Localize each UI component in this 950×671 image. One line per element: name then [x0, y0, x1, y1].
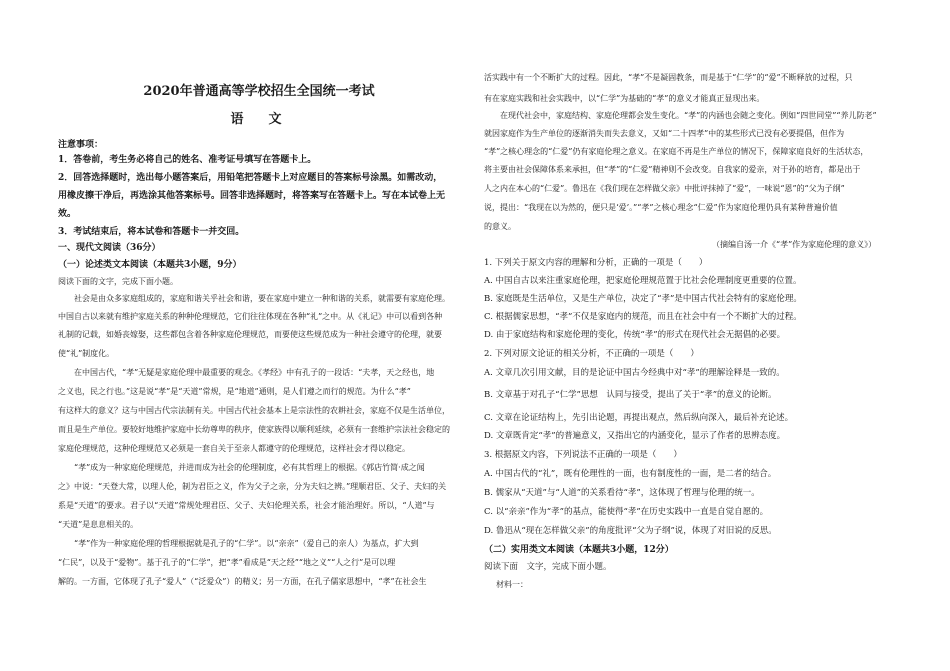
- left-passage-line: 系是“天道”的要求。君子以“天道”常规处理君臣、父子、夫妇伦理关系，社会才能治理好。所以，“人道”与: [58, 501, 435, 510]
- left-passage-line: 在中国古代，“孝”无疑是家庭伦理中最重要的观念。《孝经》中有孔子的一段话：“夫孝，天之经也，地: [58, 368, 435, 377]
- right-passage-line: 的意义。: [484, 222, 516, 231]
- notice-item: 效。: [58, 209, 77, 219]
- subsection2-title: （二）实用类文本阅读（本题共3小题，12分）: [484, 545, 674, 555]
- left-passage-line: 家庭伦理规范，这种伦理规范又必须是一套自关于至亲人都遵守的伦理规范，这样社会才得以稳定。: [58, 444, 410, 453]
- left-passage-line: 而且是生产单位。要较好地维护家庭中长幼尊卑的秩序，使家族得以顺利延续，必须有一套维护宗法社会稳定的: [58, 425, 450, 434]
- left-passage-line: “仁民”，以及于“爱物”。基于孔子的“仁学”，把“孝”看成是“天之经”“地之义”“人之行”是可以理: [58, 558, 396, 567]
- left-passage-line: 有这样大的意义？这与中国古代宗法制有关。中国古代社会基本上是宗法性的农耕社会，家庭不仅是生活单位，: [58, 406, 450, 415]
- question-option: C. 文章在论证结构上，先引出论题，再提出观点，然后纵向深入，最后补充论述。: [484, 413, 794, 423]
- question-option: B. 文章基于对孔子“仁学”思想 认同与接受，提出了关于“孝”的意义的论断。: [484, 390, 777, 400]
- question-option: A. 中国古代的“礼”，既有伦理性的一面，也有制度性的一面，是二者的结合。: [484, 469, 777, 479]
- question-option: C. 根据儒家思想，“孝”不仅是家庭内的规范，而且在社会中有一个不断扩大的过程。: [484, 312, 802, 322]
- material-label: 材料一：: [496, 580, 528, 589]
- question-option: B. 儒家从“天道”与“人道”的关系看待“孝”，这体现了哲理与伦理的统一。: [484, 488, 760, 498]
- right-passage-line: “孝”之核心理念的“仁爱”仍有家庭伦理之意义。在家庭不再是生产单位的情况下，保障家庭良好的生活状态，: [484, 147, 869, 156]
- right-passage-line: 人之内在本心的“仁爱”。鲁迅在《我们现在怎样做父亲》中批评抹掉了“爱”，一味说“恩”的“父为子纲”: [484, 184, 845, 193]
- source-note: （摘编自汤一介《“孝”作为家庭伦理的意义》）: [712, 240, 877, 249]
- question-option: B. 家庭既是生活单位，又是生产单位，决定了“孝”是中国古代社会特有的家庭伦理。: [484, 294, 802, 304]
- question-option: A. 中国自古以来注重家庭伦理，把家庭伦理规范置于比社会伦理制度更重要的位置。: [484, 276, 802, 286]
- left-passage-line: 解的。一方面，它体现了孔子“爱人”（“泛爱众”）的精义；另一方面，在孔子儒家思想中，“孝”在社会生: [58, 577, 427, 586]
- subsection1-title: （一）论述类文本阅读（本题共3小题，9分）: [58, 260, 242, 270]
- left-passage-line: 之义也，民之行也。”这是说“孝”是“天道”常规，是“地道”通则，是人们遵之而行的规范。为什么“孝”: [58, 387, 411, 396]
- right-passage-line: 就因家庭作为生产单位的逐渐消失而失去意义，又如“二十四孝”中的某些形式已没有必要提倡，但作为: [484, 129, 845, 138]
- subject-title: 语 文: [230, 112, 288, 127]
- question-option: D. 文章既肯定“孝”的普遍意义，又指出它的内涵变化，显示了作者的思辨态度。: [484, 431, 786, 441]
- notice-item: 2．回答选择题时，选出每小题答案后，用铅笔把答题卡上对应题目的答案标号涂黑。如需改动，: [58, 173, 443, 183]
- question-line: 1. 下列关于原文内容的理解和分析，正确的一项是（ ）: [484, 258, 708, 268]
- left-passage-line: 使“礼”制度化。: [58, 349, 115, 358]
- question-option: A. 文章几次引用文献，目的是论证中国古今经典中对“孝”的理解诠释是一致的。: [484, 368, 785, 378]
- left-passage-line: 中国自古以来就有维护家庭关系的种种伦理规范，它们往往体现在各种“礼”之中。从《礼记》中可以看到各种: [58, 312, 443, 321]
- right-passage-line: 将主要由社会保障体系来承担，但“孝”的“仁爱”精神则不会改变。自我家的爱亲，对于孙的培育，都是出于: [484, 165, 861, 174]
- left-passage-line: 社会是由众多家庭组成的，家庭和谐关乎社会和谐，要在家庭中建立一种和谐的关系，就需要有家庭伦理。: [58, 294, 450, 303]
- notice-item: 用橡皮擦干净后，再选涂其他答案标号。回答非选择题时，将答案写在答题卡上。写在本试卷上无: [58, 191, 446, 201]
- notice-item: 1．答卷前，考生务必将自己的姓名、准考证号填写在答题卡上。: [58, 155, 317, 165]
- right-passage-line: 有在家庭实践和社会实践中，以“仁学”为基础的“孝”的意义才能真正显现出来。: [484, 94, 765, 103]
- right-passage-line: 说，提出：“我现在以为然的，便只是‘爱’。”“孝”之核心理念“仁爱”作为家庭伦理仍具有某种普遍价值: [484, 203, 838, 212]
- section1-title: 一、现代文阅读（36分）: [58, 243, 161, 253]
- right-passage-line: 活实践中有一个不断扩大的过程。因此，“孝”不是凝固教条，而是基于“仁学”的“爱”不断释放的过程，只: [484, 73, 853, 82]
- left-passage-line: 礼制的记载，如婚丧嫁娶，这些都包含着各种家庭伦理规范，而要使这些规范成为一种社会遵守的伦理，就要: [58, 330, 442, 339]
- question-option: D. 鲁迅从“现在怎样做父亲”的角度批评“父为子纲”说，体现了对旧说的反思。: [484, 526, 777, 536]
- question-line: 3. 根据原文内容，下列说法不正确的一项是（ ）: [484, 450, 682, 460]
- left-passage-line: 之》中说：“天登大常，以理人伦，制为君臣之义，作为父子之亲，分为夫妇之辨。”理顺君臣、父子、夫妇的关: [58, 482, 447, 491]
- notice-heading: 注意事项：: [58, 140, 104, 150]
- right-passage-line: 在现代社会中，家庭结构、家庭伦理都会发生变化。“孝”的内涵也会随之变化。例如“四世同堂”“养儿防老”: [484, 111, 877, 120]
- left-passage-line: “孝”成为一种家庭伦理规范，并进而成为社会的伦理制度，必有其哲理上的根据。《郭店竹简·成之闻: [58, 463, 425, 472]
- exam-title: 2020年普通高等学校招生全国统一考试: [143, 84, 375, 99]
- question-option: D. 由于家庭结构和家庭伦理的变化，传统“孝”的形式在现代社会无据倡的必要。: [484, 330, 786, 340]
- notice-item: 3．考试结束后，将本试卷和答题卡一并交回。: [58, 227, 245, 237]
- left-passage-line: “天道”是息息相关的。: [58, 520, 139, 529]
- question-option: C. 以“亲亲”作为“孝”的基点，能使得“孝”在历史实践中一直是自觉自愿的。: [484, 507, 769, 517]
- left-passage-line: “孝”作为一种家庭伦理的哲理根据就是孔子的“仁学”。以“亲亲”（爱自己的亲人）为基点，扩大到: [58, 539, 419, 548]
- question-line: 2. 下列对原文论证的相关分析，不正确的一项是（ ）: [484, 349, 699, 359]
- instruction2: 阅读下面 文字，完成下面小题。: [484, 562, 612, 572]
- instruction1: 阅读下面的文字，完成下面小题。: [58, 277, 178, 286]
